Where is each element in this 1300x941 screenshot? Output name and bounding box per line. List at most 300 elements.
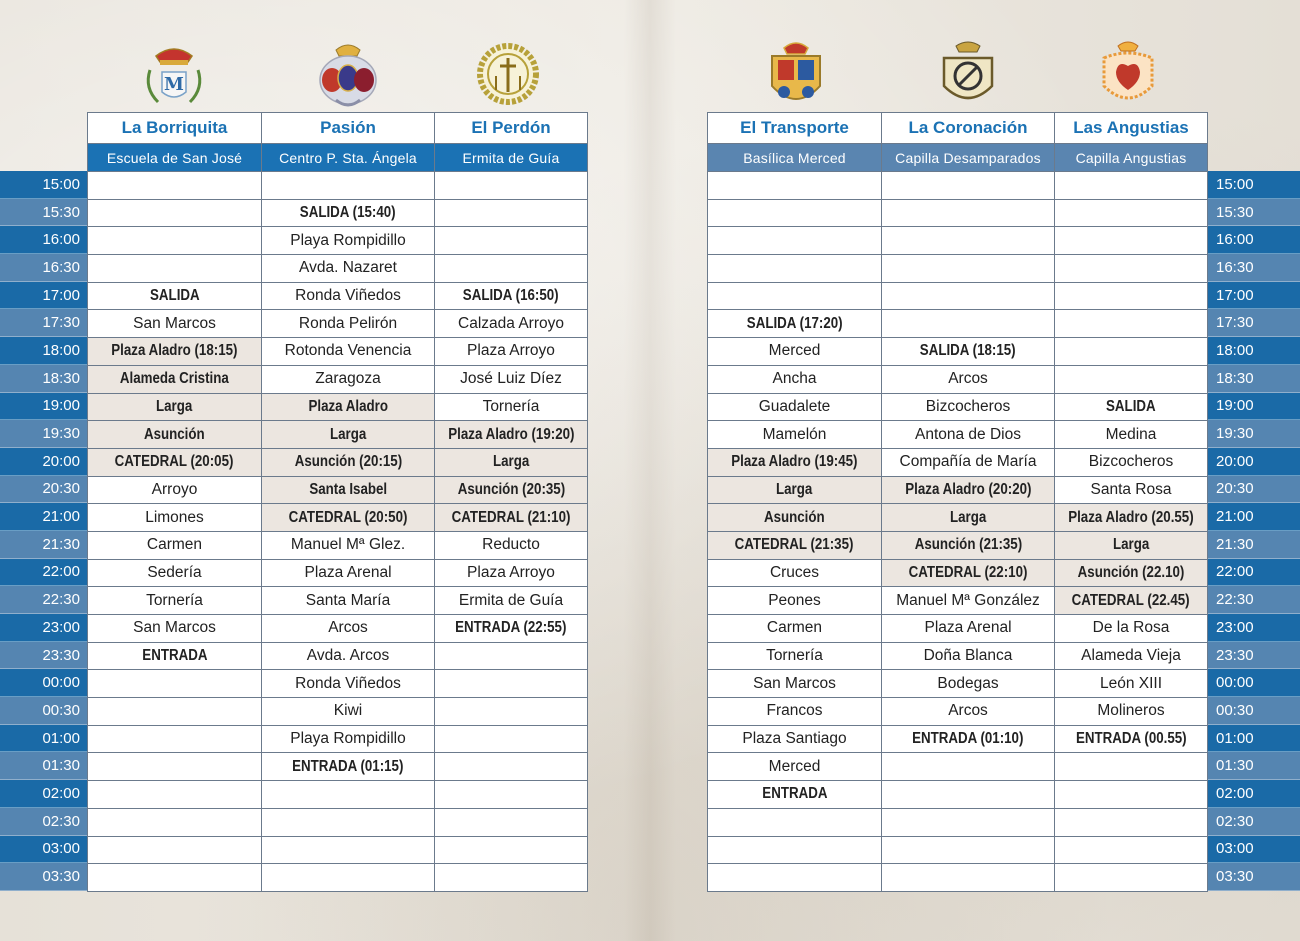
route-stop: Zaragoza (315, 370, 381, 388)
route-stop-cell (1055, 448, 1208, 476)
route-stop-cell (882, 725, 1055, 753)
route-stop-cell (262, 282, 435, 310)
route-stop: Playa Rompidillo (290, 730, 406, 748)
route-stop: Rotonda Venencia (284, 342, 412, 360)
route-stop-cell (1055, 338, 1208, 366)
route-stop-cell (435, 282, 588, 310)
schedule-row (708, 255, 1208, 283)
time-slot: 02:00 (1208, 780, 1300, 808)
route-stop-cell (882, 587, 1055, 615)
route-stop: Asunción (20:35) (457, 480, 565, 498)
route-stop: Mamelón (762, 425, 827, 443)
route-stop-cell (262, 781, 435, 809)
departure-place: Centro P. Sta. Ángela (262, 144, 435, 172)
route-stop: Antona de Dios (915, 425, 1021, 443)
route-stop-cell (708, 476, 882, 504)
route-stop-cell (435, 670, 588, 698)
route-stop-cell (435, 310, 588, 338)
route-stop: Bizcocheros (925, 397, 1011, 415)
time-slot: 19:30 (1208, 420, 1300, 448)
route-stop-cell (88, 808, 262, 836)
route-stop: De la Rosa (1092, 619, 1170, 637)
schedule-row (88, 836, 588, 864)
time-slot: 19:00 (0, 393, 88, 421)
route-stop-cell (88, 255, 262, 283)
route-stop: ENTRADA (141, 647, 208, 665)
time-slot: 17:00 (0, 282, 88, 310)
time-slot: 02:30 (1208, 808, 1300, 836)
route-stop: Larga (156, 397, 193, 415)
route-stop-cell (882, 282, 1055, 310)
route-stop-cell (1055, 172, 1208, 200)
route-stop-cell (88, 504, 262, 532)
route-stop-cell (435, 504, 588, 532)
route-stop-cell (1055, 808, 1208, 836)
time-slot: 16:30 (0, 254, 88, 282)
schedule-row (708, 753, 1208, 781)
route-stop-cell (88, 227, 262, 255)
time-slot: 21:30 (0, 531, 88, 559)
route-stop-cell (708, 836, 882, 864)
route-stop-cell (262, 227, 435, 255)
schedule-row (88, 670, 588, 698)
route-stop: Arcos (948, 370, 988, 388)
schedule-row (708, 725, 1208, 753)
time-slot: 17:00 (1208, 282, 1300, 310)
route-stop-cell (1055, 753, 1208, 781)
schedule-row (88, 476, 588, 504)
route-stop-cell (262, 725, 435, 753)
schedule-row (708, 808, 1208, 836)
brotherhood-name: Pasión (262, 113, 435, 144)
schedule-row (88, 310, 588, 338)
route-stop: Larga (329, 425, 367, 443)
schedule-row (88, 504, 588, 532)
route-stop-cell (1055, 282, 1208, 310)
time-slot: 00:30 (0, 697, 88, 725)
route-stop: Arcos (328, 619, 368, 637)
route-stop: CATEDRAL (21:10) (451, 508, 571, 526)
time-slot: 23:30 (0, 642, 88, 670)
route-stop-cell (708, 808, 882, 836)
route-stop: Reducto (482, 536, 540, 554)
time-slot: 23:00 (0, 614, 88, 642)
route-stop: León XIII (1099, 674, 1163, 692)
route-stop-cell (88, 753, 262, 781)
route-stop-cell (708, 227, 882, 255)
time-slot: 21:30 (1208, 531, 1300, 559)
route-stop: Limones (145, 508, 204, 526)
route-stop: Santa Isabel (309, 480, 387, 498)
route-stop: ENTRADA (761, 785, 828, 803)
time-slot: 01:00 (0, 725, 88, 753)
schedule-row (88, 753, 588, 781)
route-stop-cell (1055, 670, 1208, 698)
route-stop-cell (708, 670, 882, 698)
brotherhood-name: El Perdón (435, 113, 588, 144)
route-stop-cell (88, 338, 262, 366)
time-slot: 00:00 (0, 669, 88, 697)
route-stop-cell (88, 172, 262, 200)
route-stop-cell (435, 781, 588, 809)
departure-place: Basílica Merced (708, 144, 882, 172)
route-stop: Bizcocheros (1088, 453, 1174, 471)
svg-text:M: M (164, 74, 184, 95)
route-stop: Plaza Arenal (924, 619, 1012, 637)
route-stop: Ronda Viñedos (295, 287, 401, 305)
schedule-row (88, 199, 588, 227)
route-stop-cell (262, 172, 435, 200)
route-stop: San Marcos (753, 674, 836, 692)
route-stop-cell (1055, 559, 1208, 587)
route-stop-cell (708, 365, 882, 393)
route-stop-cell (882, 559, 1055, 587)
route-stop: Merced (768, 342, 821, 360)
schedule-row (708, 836, 1208, 864)
time-column-right (1208, 171, 1300, 891)
route-stop: ENTRADA (00.55) (1075, 730, 1187, 748)
route-stop: Tornería (766, 647, 823, 665)
route-stop-cell (1055, 310, 1208, 338)
route-stop: Tornería (482, 397, 540, 415)
time-slot: 15:30 (0, 199, 88, 227)
time-slot: 22:30 (1208, 586, 1300, 614)
schedule-row (708, 642, 1208, 670)
route-stop-cell (882, 698, 1055, 726)
schedule-row (88, 808, 588, 836)
schedule-row (708, 393, 1208, 421)
route-stop: Santa María (305, 591, 391, 609)
schedule-row (88, 255, 588, 283)
route-stop: Ronda Viñedos (295, 674, 401, 692)
departure-place: Ermita de Guía (435, 144, 588, 172)
route-stop-cell (262, 338, 435, 366)
route-stop: Arroyo (151, 480, 198, 498)
schedule-row (88, 531, 588, 559)
route-stop-cell (88, 725, 262, 753)
route-stop-cell (88, 199, 262, 227)
schedule-row (708, 615, 1208, 643)
route-stop-cell (882, 808, 1055, 836)
route-stop-cell (1055, 615, 1208, 643)
route-stop: CATEDRAL (20:05) (115, 453, 234, 471)
route-stop-cell (708, 338, 882, 366)
route-stop-cell (882, 504, 1055, 532)
route-stop-cell (435, 255, 588, 283)
schedule-row (88, 698, 588, 726)
route-stop-cell (435, 808, 588, 836)
route-stop-cell (262, 448, 435, 476)
time-slot: 15:00 (0, 171, 88, 199)
route-stop: Asunción (20:15) (294, 453, 402, 471)
route-stop-cell (708, 255, 882, 283)
time-slot: 02:00 (0, 780, 88, 808)
route-stop: Ermita de Guía (458, 591, 564, 609)
route-stop-cell (708, 725, 882, 753)
route-stop-cell (1055, 365, 1208, 393)
time-slot: 03:30 (1208, 863, 1300, 891)
route-stop: ENTRADA (01:15) (292, 757, 404, 775)
schedule-row (708, 559, 1208, 587)
time-slot: 15:00 (1208, 171, 1300, 199)
time-slot: 00:00 (1208, 669, 1300, 697)
route-stop-cell (435, 421, 588, 449)
route-stop-cell (262, 365, 435, 393)
transporte-crest-icon (758, 36, 834, 112)
route-stop-cell (435, 615, 588, 643)
route-stop-cell (708, 531, 882, 559)
schedule-row (708, 504, 1208, 532)
route-stop: Medina (1105, 425, 1157, 443)
route-stop-cell (262, 476, 435, 504)
brotherhood-name: La Coronación (882, 113, 1055, 144)
route-stop-cell (708, 393, 882, 421)
route-stop-cell (435, 531, 588, 559)
route-stop-cell (882, 421, 1055, 449)
schedule-row (88, 338, 588, 366)
route-stop-cell (88, 781, 262, 809)
route-stop: SALIDA (15:40) (300, 204, 396, 222)
route-stop-cell (88, 587, 262, 615)
route-stop-cell (882, 255, 1055, 283)
route-stop-cell (882, 227, 1055, 255)
route-stop: Alameda Cristina (120, 370, 229, 388)
route-stop: ENTRADA (01:10) (912, 730, 1024, 748)
route-stop-cell (1055, 781, 1208, 809)
route-stop-cell (88, 282, 262, 310)
route-stop: CATEDRAL (21:35) (735, 536, 854, 554)
route-stop-cell (262, 310, 435, 338)
route-stop: Tornería (146, 591, 203, 609)
coronacion-crest-icon (930, 36, 1006, 112)
time-slot: 16:00 (1208, 226, 1300, 254)
route-stop-cell (88, 476, 262, 504)
route-stop-cell (435, 393, 588, 421)
route-stop: Kiwi (333, 702, 363, 720)
schedule-row (88, 282, 588, 310)
route-stop-cell (1055, 227, 1208, 255)
schedule-row (88, 421, 588, 449)
schedule-row (708, 531, 1208, 559)
route-stop-cell (882, 642, 1055, 670)
route-stop: Plaza Arenal (304, 563, 392, 581)
route-stop: Doña Blanca (923, 647, 1013, 665)
route-stop: Compañía de María (899, 453, 1037, 471)
time-slot: 22:30 (0, 586, 88, 614)
route-stop: Cruces (769, 563, 820, 581)
time-slot: 23:00 (1208, 614, 1300, 642)
route-stop: Plaza Arroyo (467, 342, 555, 360)
schedule-row (708, 282, 1208, 310)
time-slot: 21:00 (0, 503, 88, 531)
route-stop-cell (708, 172, 882, 200)
route-stop: Plaza Aladro (20:20) (904, 480, 1032, 498)
route-stop: Asunción (21:35) (914, 536, 1022, 554)
route-stop: Arcos (948, 702, 988, 720)
route-stop-cell (262, 836, 435, 864)
route-stop-cell (708, 310, 882, 338)
route-stop-cell (1055, 531, 1208, 559)
route-stop-cell (88, 864, 262, 892)
route-stop: SALIDA (18:15) (920, 342, 1016, 360)
pasion-crest-icon (310, 36, 386, 112)
time-slot: 18:30 (0, 365, 88, 393)
route-stop: Plaza Aladro (19:45) (731, 453, 858, 471)
route-stop-cell (708, 282, 882, 310)
time-slot: 20:30 (1208, 476, 1300, 504)
route-stop-cell (88, 559, 262, 587)
route-stop-cell (882, 365, 1055, 393)
route-stop: Bodegas (937, 674, 999, 692)
route-stop-cell (882, 753, 1055, 781)
route-stop-cell (435, 227, 588, 255)
time-slot: 17:30 (0, 309, 88, 337)
route-stop-cell (435, 365, 588, 393)
route-stop-cell (88, 310, 262, 338)
route-stop-cell (262, 587, 435, 615)
route-stop-cell (708, 587, 882, 615)
schedule-row (708, 227, 1208, 255)
time-slot: 20:30 (0, 476, 88, 504)
route-stop-cell (262, 615, 435, 643)
route-stop-cell (708, 753, 882, 781)
route-stop-cell (435, 725, 588, 753)
departure-place: Escuela de San José (88, 144, 262, 172)
route-stop-cell (708, 421, 882, 449)
perdon-crest-icon (470, 36, 546, 112)
route-stop: Ronda Pelirón (298, 314, 398, 332)
route-stop-cell (708, 504, 882, 532)
route-stop-cell (1055, 698, 1208, 726)
time-slot: 23:30 (1208, 642, 1300, 670)
schedule-table-right (707, 112, 1208, 892)
route-stop-cell (882, 310, 1055, 338)
time-slot: 02:30 (0, 808, 88, 836)
route-stop-cell (882, 393, 1055, 421)
route-stop-cell (88, 615, 262, 643)
route-stop: Francos (766, 702, 823, 720)
schedule-row (708, 172, 1208, 200)
route-stop: Playa Rompidillo (290, 231, 406, 249)
route-stop-cell (1055, 587, 1208, 615)
route-stop-cell (435, 476, 588, 504)
schedule-row (708, 781, 1208, 809)
schedule-row (88, 781, 588, 809)
route-stop-cell (1055, 255, 1208, 283)
route-stop: CATEDRAL (22:10) (908, 563, 1028, 581)
route-stop-cell (708, 615, 882, 643)
brotherhood-name: La Borriquita (88, 113, 262, 144)
route-stop-cell (435, 587, 588, 615)
angustias-crest-icon (1090, 36, 1166, 112)
route-stop-cell (435, 559, 588, 587)
route-stop-cell (882, 338, 1055, 366)
route-stop: Manuel Mª Glez. (290, 536, 406, 554)
route-stop: ENTRADA (22:55) (455, 619, 567, 637)
route-stop: Asunción (22.10) (1077, 563, 1185, 581)
route-stop-cell (88, 448, 262, 476)
time-slot: 01:30 (0, 752, 88, 780)
schedule-table-left (87, 112, 588, 892)
route-stop-cell (435, 642, 588, 670)
time-slot: 22:00 (0, 559, 88, 587)
route-stop-cell (1055, 642, 1208, 670)
schedule-row (88, 725, 588, 753)
route-stop: Alameda Vieja (1081, 647, 1181, 665)
schedule-row (88, 365, 588, 393)
route-stop-cell (882, 836, 1055, 864)
route-stop: Guadalete (758, 397, 831, 415)
time-slot: 00:30 (1208, 697, 1300, 725)
route-stop: Merced (768, 757, 821, 775)
route-stop: Larga (492, 453, 530, 471)
route-stop-cell (708, 199, 882, 227)
schedule-row (88, 642, 588, 670)
route-stop-cell (435, 199, 588, 227)
route-stop-cell (262, 698, 435, 726)
route-stop: Plaza Aladro (20.55) (1068, 508, 1194, 526)
route-stop-cell (1055, 864, 1208, 892)
route-stop: Molineros (1097, 702, 1165, 720)
schedule-row (708, 448, 1208, 476)
route-stop-cell (882, 476, 1055, 504)
route-stop-cell (262, 421, 435, 449)
route-stop: CATEDRAL (20:50) (288, 508, 408, 526)
route-stop: Peones (768, 591, 821, 609)
route-stop: Ancha (772, 370, 817, 388)
route-stop-cell (882, 199, 1055, 227)
route-stop: Plaza Aladro (18:15) (111, 342, 238, 360)
departure-place: Capilla Angustias (1055, 144, 1208, 172)
route-stop: Asunción (144, 425, 205, 443)
time-slot: 16:30 (1208, 254, 1300, 282)
route-stop: San Marcos (133, 314, 216, 332)
time-slot: 18:00 (1208, 337, 1300, 365)
route-stop-cell (882, 615, 1055, 643)
schedule-row (88, 227, 588, 255)
route-stop-cell (1055, 504, 1208, 532)
route-stop-cell (1055, 725, 1208, 753)
schedule-row (708, 864, 1208, 892)
time-slot: 19:30 (0, 420, 88, 448)
schedule-row (88, 559, 588, 587)
route-stop-cell (88, 642, 262, 670)
route-stop: Manuel Mª González (896, 591, 1040, 609)
route-stop-cell (1055, 199, 1208, 227)
schedule-row (708, 476, 1208, 504)
schedule-row (708, 365, 1208, 393)
time-slot: 20:00 (0, 448, 88, 476)
route-stop-cell (882, 531, 1055, 559)
schedule-row (88, 615, 588, 643)
time-slot: 01:30 (1208, 752, 1300, 780)
brotherhood-name: Las Angustias (1055, 113, 1208, 144)
route-stop: Plaza Santiago (742, 730, 847, 748)
route-stop: SALIDA (16:50) (463, 287, 559, 305)
schedule-row (708, 338, 1208, 366)
route-stop-cell (435, 836, 588, 864)
route-stop-cell (435, 864, 588, 892)
schedule-row (88, 448, 588, 476)
route-stop-cell (882, 781, 1055, 809)
borriquita-crest-icon (136, 36, 212, 112)
route-stop-cell (708, 698, 882, 726)
route-stop-cell (708, 864, 882, 892)
schedule-row (708, 310, 1208, 338)
route-stop: Larga (776, 480, 813, 498)
route-stop-cell (882, 172, 1055, 200)
route-stop-cell (88, 421, 262, 449)
